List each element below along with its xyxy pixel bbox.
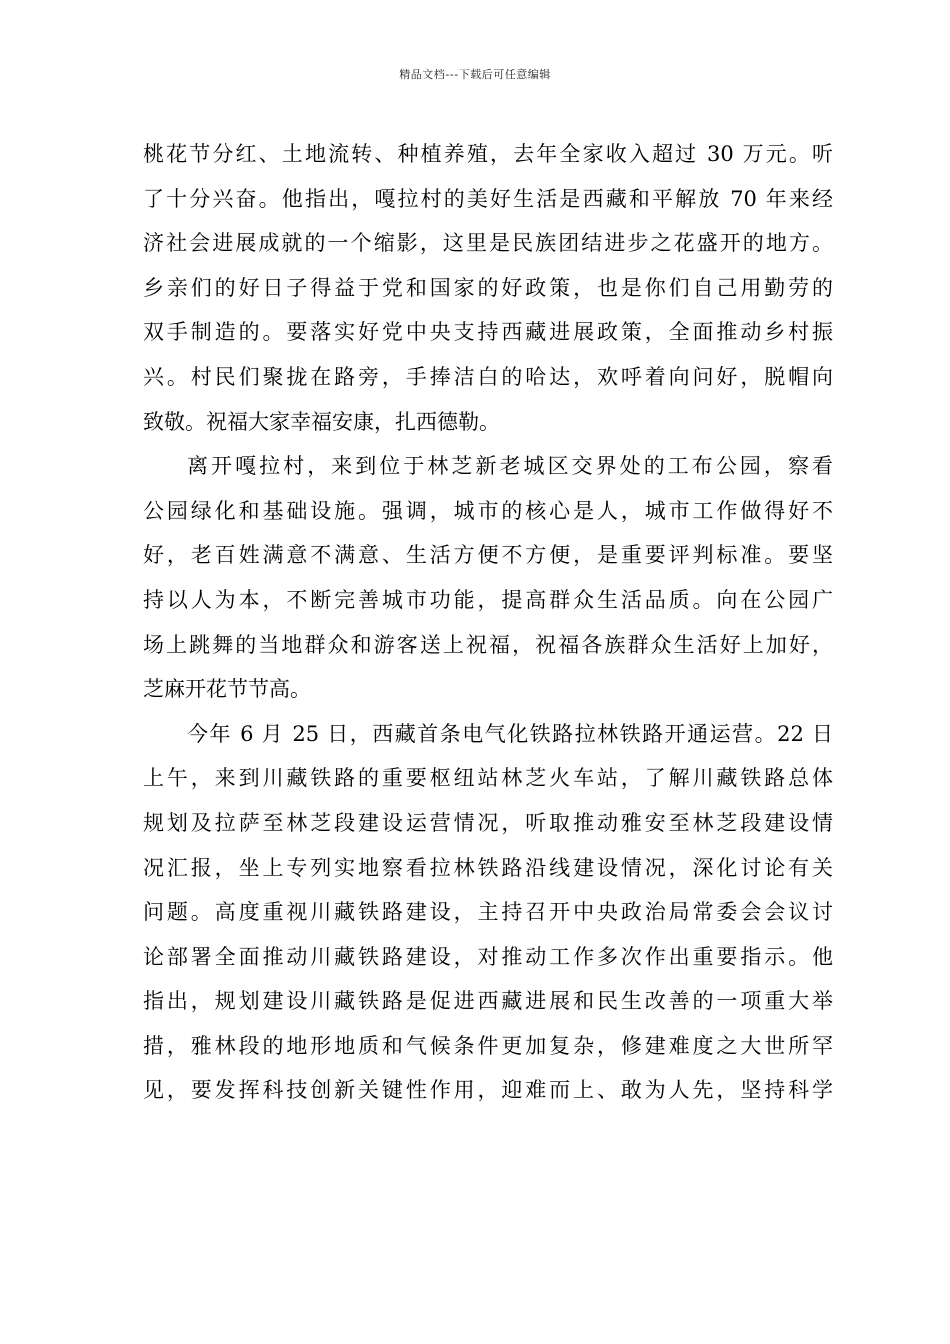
paragraph bbox=[143, 132, 833, 444]
text-line: 持以人为本，不断完善城市功能，提高群众生活品质。向在公园广 bbox=[143, 587, 833, 612]
text-line: 好，老百姓满意不满意、生活方便不方便，是重要评判标准。要坚 bbox=[143, 543, 833, 568]
text-line: 措，雅林段的地形地质和气候条件更加复杂，修建难度之大世所罕 bbox=[143, 1033, 833, 1058]
text-line: 论部署全面推动川藏铁路建设，对推动工作多次作出重要指示。他 bbox=[143, 944, 833, 969]
text-line: 双手制造的。要落实好党中央支持西藏进展政策，全面推动乡村振 bbox=[143, 320, 833, 345]
text-line: 规划及拉萨至林芝段建设运营情况，听取推动雅安至林芝段建设情 bbox=[143, 810, 833, 835]
text-line: 芝麻开花节节高。 bbox=[143, 677, 311, 702]
text-line: 问题。高度重视川藏铁路建设，主持召开中央政治局常委会会议讨 bbox=[143, 900, 833, 925]
text-line: 济社会进展成就的一个缩影，这里是民族团结进步之花盛开的地方。 bbox=[143, 231, 833, 256]
text-line: 见，要发挥科技创新关键性作用，迎难而上、敢为人先，坚持科学 bbox=[143, 1078, 833, 1103]
text-line: 况汇报，坐上专列实地察看拉林铁路沿线建设情况，深化讨论有关 bbox=[143, 855, 833, 880]
paragraph bbox=[143, 712, 833, 1113]
paragraph bbox=[143, 444, 833, 712]
text-line: 了十分兴奋。他指出，嘎拉村的美好生活是西藏和平解放 70 年来经 bbox=[143, 186, 833, 211]
text-line: 离开嘎拉村，来到位于林芝新老城区交界处的工布公园，察看 bbox=[187, 454, 833, 479]
page-header: 精品文档---下载后可任意编辑 bbox=[399, 68, 551, 81]
text-line: 致敬。祝福大家幸福安康，扎西德勒。 bbox=[143, 409, 500, 434]
text-line: 今年 6 月 25 日，西藏首条电气化铁路拉林铁路开通运营。22 日 bbox=[187, 721, 833, 746]
text-line: 桃花节分红、土地流转、种植养殖，去年全家收入超过 30 万元。听 bbox=[143, 142, 833, 166]
document-body bbox=[143, 132, 833, 1113]
text-line: 乡亲们的好日子得益于党和国家的好政策，也是你们自己用勤劳的 bbox=[143, 275, 833, 300]
text-line: 兴。村民们聚拢在路旁，手捧洁白的哈达，欢呼着向问好，脱帽向 bbox=[143, 364, 833, 389]
text-line: 上午，来到川藏铁路的重要枢纽站林芝火车站，了解川藏铁路总体 bbox=[143, 766, 833, 791]
text-line: 指出，规划建设川藏铁路是促进西藏进展和民生改善的一项重大举 bbox=[143, 989, 833, 1014]
text-line: 场上跳舞的当地群众和游客送上祝福，祝福各族群众生活好上加好， bbox=[143, 632, 833, 657]
text-line: 公园绿化和基础设施。强调，城市的核心是人，城市工作做得好不 bbox=[143, 498, 833, 523]
